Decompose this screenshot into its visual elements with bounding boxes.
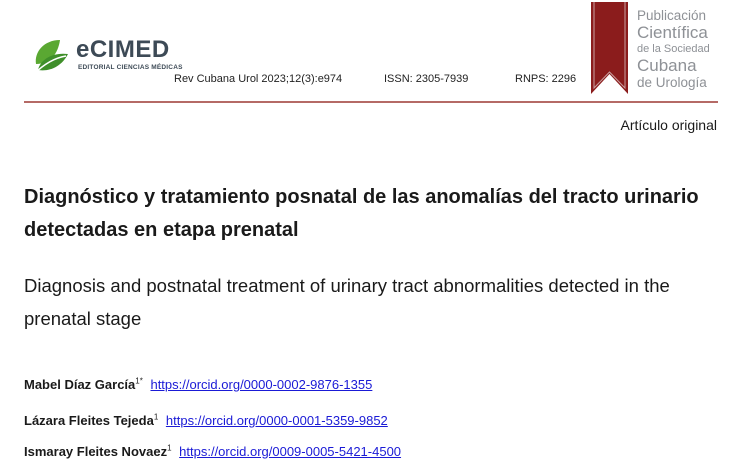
author-affiliation: 1 <box>167 443 172 453</box>
title-english: Diagnosis and postnatal treatment of urinary tract abnormalities detected in the prenatal stage <box>24 275 670 329</box>
author-line <box>24 377 372 392</box>
badge-line-4: Cubana <box>637 56 697 75</box>
issn: ISSN: 2305-7939 <box>384 73 469 85</box>
author-name: Lázara Fleites Tejeda <box>24 413 154 428</box>
badge-line-2: Científica <box>637 22 708 42</box>
logo-subtitle: EDITORIAL CIENCIAS MÉDICAS <box>78 64 183 71</box>
leaf-icon <box>30 34 74 78</box>
author-affiliation: 1 <box>153 412 159 422</box>
logo-name: eCIMED <box>76 36 170 63</box>
publication-badge <box>637 8 710 91</box>
author-name: Ismaray Fleites Novaez <box>24 444 168 459</box>
rnps: RNPS: 2296 <box>515 73 577 85</box>
journal-reference: Rev Cubana Urol 2023;12(3):e974 <box>174 73 343 85</box>
author-affiliation: 1* <box>135 376 143 386</box>
article-type: Artículo original <box>620 117 717 133</box>
badge-line-1: Publicación <box>637 8 707 23</box>
author-line <box>24 413 388 428</box>
title-spanish: Diagnóstico y tratamiento posnatal de las anomalías del tracto urinario detectadas en etapa prenatal <box>24 186 699 241</box>
badge-line-3: de la Sociedad <box>637 42 710 55</box>
author-line <box>24 444 401 459</box>
author-name: Mabel Díaz García <box>24 377 136 392</box>
orcid-link[interactable]: https://orcid.org/0009-0005-5421-4500 <box>179 444 402 459</box>
ribbon-icon <box>591 2 628 94</box>
header-divider <box>24 101 718 103</box>
orcid-link[interactable]: https://orcid.org/0000-0002-9876-1355 <box>150 377 373 392</box>
ecimed-logo <box>30 34 183 84</box>
badge-line-5: de Urología <box>637 75 707 90</box>
orcid-link[interactable]: https://orcid.org/0000-0001-5359-9852 <box>165 413 388 428</box>
